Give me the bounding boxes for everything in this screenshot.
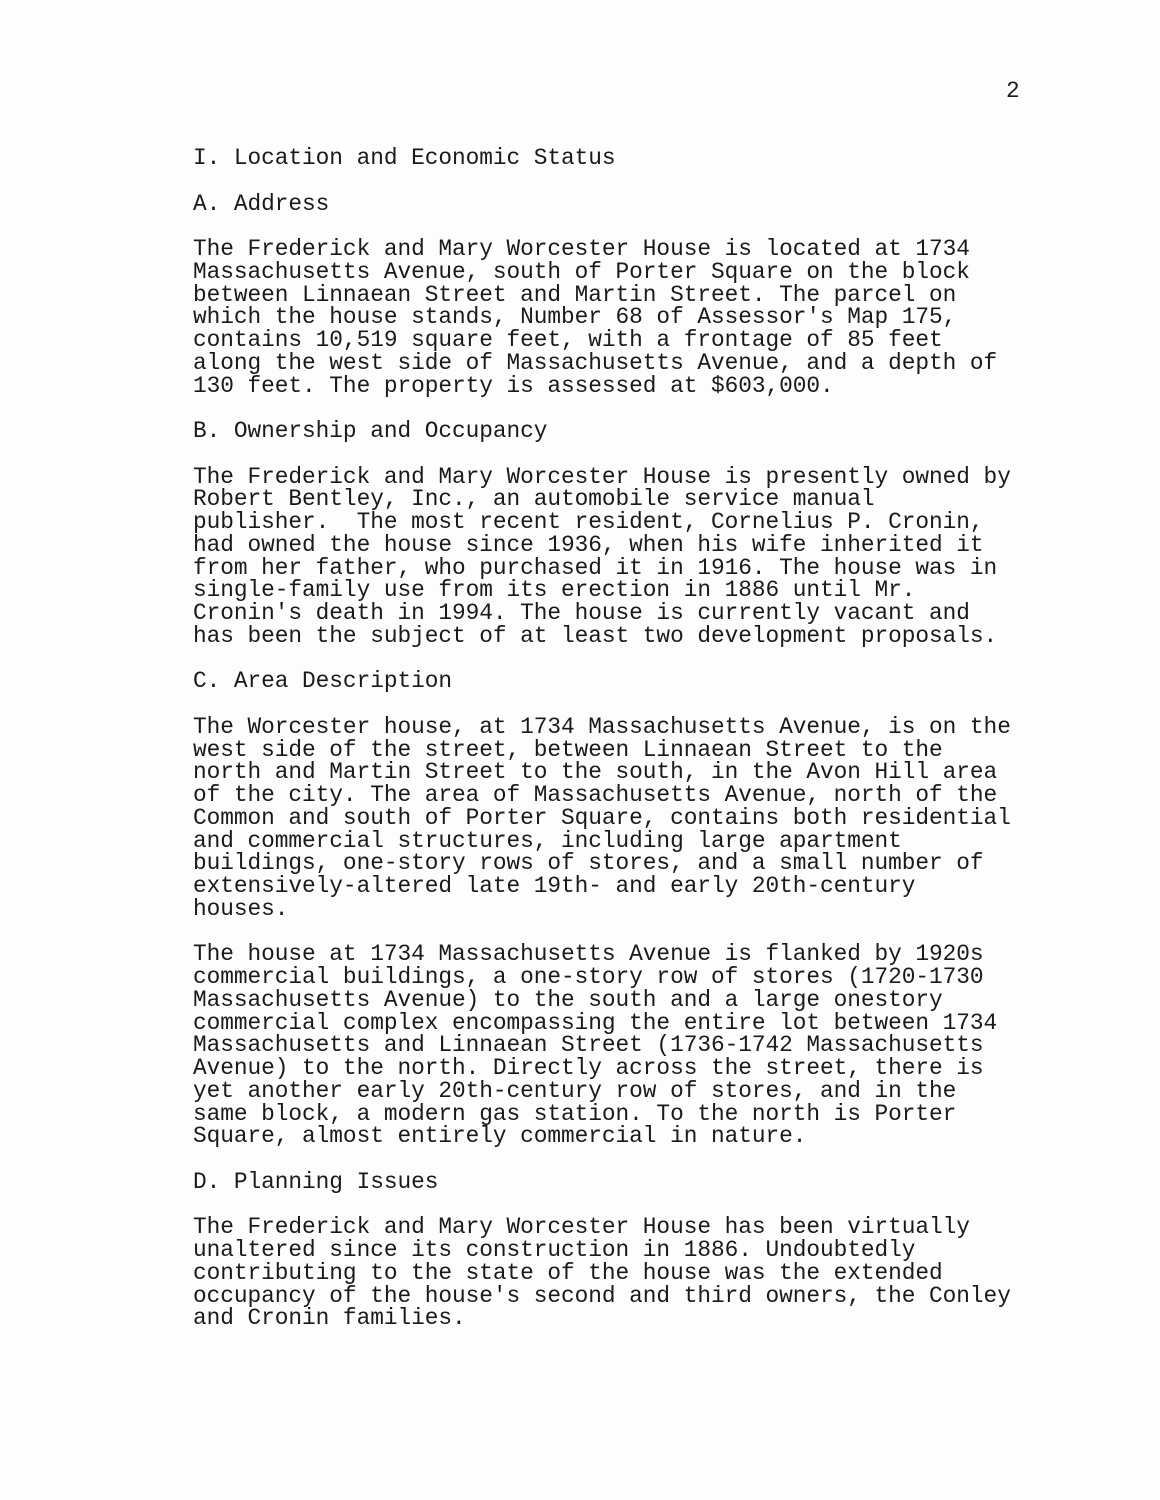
text-line: commercial complex encompassing the entire lot between 1734 [193,1009,998,1036]
text-line: contains 10,519 square feet, with a frontage of 85 feet [193,327,943,353]
text-line: contributing to the state of the house was the extended [193,1259,943,1286]
text-line: of the city. The area of Massachusetts Avenue, north of the [193,782,998,808]
text-line: yet another early 20th-century row of stores, and in the [193,1077,957,1104]
text-line: from her father, who purchased it in 1916. The house was in [193,554,998,581]
text-line: same block, a modern gas station. To the north is Porter [193,1100,957,1127]
text-line: Square, almost entirely commercial in nature. [193,1123,807,1150]
text-line: occupancy of the house's second and third owners, the Conley [193,1282,1011,1309]
text-line: and Cronin families. [193,1305,466,1332]
text-line: Avenue) to the north. Directly across the street, there is [193,1055,984,1081]
text-line: west side of the street, between Linnaean Street to the [193,736,943,763]
paragraph [193,943,1011,1148]
text-line: Massachusetts Avenue, south of Porter Square on the block [193,258,970,285]
text-line: Robert Bentley, Inc., an automobile service manual [193,486,875,513]
text-line: has been the subject of at least two development proposals. [193,622,998,649]
text-line: and commercial structures, including large apartment [193,827,902,854]
paragraph [193,238,1011,397]
text-line: publisher. The most recent resident, Cornelius P. Cronin, [193,509,984,535]
text-line: along the west side of Massachusetts Avenue, and a depth of [193,349,998,376]
text-line: 130 feet. The property is assessed at $603,000. [193,372,834,399]
text-line: which the house stands, Number 68 of Assessor's Map 175, [193,304,957,331]
page-number: 2 [1006,78,1020,104]
text-line: north and Martin Street to the south, in the Avon Hill area [193,759,998,786]
paragraph [193,713,1011,922]
text-line: Common and south of Porter Square, contains both residential [193,804,1011,831]
subsection-heading: B. Ownership and Occupancy [193,418,548,444]
text-line: unaltered since its construction in 1886. Undoubtedly [193,1237,916,1263]
text-line: single-family use from its erection in 1886 until Mr. [193,577,916,604]
text-line: houses. [193,895,289,922]
text-line: The Frederick and Mary Worcester House has been virtually [193,1214,970,1241]
text-line: The Frederick and Mary Worcester House is presently owned by [193,463,1011,490]
text-line: buildings, one-story rows of stores, and a small number of [193,850,984,877]
text-line: Cronin's death in 1994. The house is currently vacant and [193,600,970,626]
text-line: Massachusetts and Linnaean Street (1736-1742 Massachusetts [193,1032,984,1059]
subsection-heading: D. Planning Issues [193,1168,439,1195]
subsection-heading: C. Area Description [193,668,452,695]
text-line: commercial buildings, a one-story row of stores (1720-1730 [193,964,984,990]
subsection-heading: A. Address [193,190,330,217]
text-line: The Worcester house, at 1734 Massachusetts Avenue, is on the [193,713,1011,740]
text-line: The Frederick and Mary Worcester House is located at 1734 [193,236,970,262]
paragraph [193,1216,1011,1330]
document-body [193,147,1011,1353]
text-line: extensively-altered late 19th- and early 20th-century [193,873,916,899]
text-line: Massachusetts Avenue) to the south and a large onestory [193,986,943,1013]
text-line: had owned the house since 1936, when his wife inherited it [193,531,984,558]
section-title: I. Location and Economic Status [193,145,616,171]
paragraph [193,463,1011,649]
text-line: The house at 1734 Massachusetts Avenue is flanked by 1920s [193,941,984,968]
text-line: between Linnaean Street and Martin Street. The parcel on [193,281,957,308]
